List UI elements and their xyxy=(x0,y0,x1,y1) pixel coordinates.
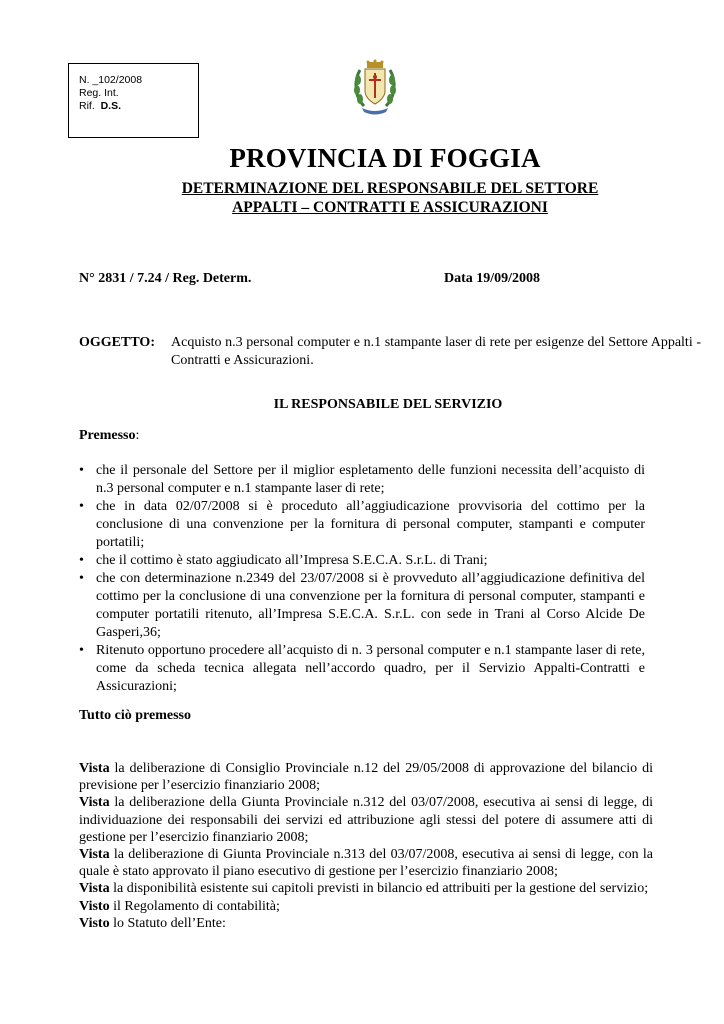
list-item: • che il personale del Settore per il miglior espletamento delle funzioni necessita dell’acquisto di n.3 personal computer e n.1 stampante laser di rete; xyxy=(79,463,645,496)
vista-paragraph: Vista la disponibilità esistente sui capitoli previsti in bilancio ed attribuiti per la gestione del servizio; xyxy=(79,881,649,897)
vista-paragraph: Vista la deliberazione della Giunta Provinciale n.312 del 03/07/2008, esecutiva ai sensi di legge, di individuazione dei responsabili dei servizi ed attribuzione agli stessi del potere di assumere atti di gestione per l’esercizio finanziario 2008; xyxy=(79,795,653,845)
reference-box xyxy=(68,63,199,138)
section-heading: IL RESPONSABILE DEL SERVIZIO xyxy=(273,397,503,412)
vista-paragraph: Visto il Regolamento di contabilità; xyxy=(79,898,280,914)
bullet-icon: • xyxy=(79,499,84,514)
premesso-label: Premesso: xyxy=(79,428,140,443)
ref-reg: Reg. Int. xyxy=(79,87,119,99)
premesso-bullet-list xyxy=(79,462,645,696)
determination-number: N° 2831 / 7.24 / Reg. Determ. xyxy=(79,271,252,286)
bullet-icon: • xyxy=(79,553,84,568)
subject-label: OGGETTO: xyxy=(79,335,155,350)
province-emblem-icon xyxy=(350,58,400,118)
list-item: • che in data 02/07/2008 si è proceduto all’aggiudicazione provvisoria del cottimo per la conclusione di una convenzione per la fornitura di personal computer, stampanti e computer portatili; xyxy=(79,499,645,550)
subtitle-line-2: APPALTI – CONTRATTI E ASSICURAZIONI xyxy=(232,199,548,216)
determination-date: Data 19/09/2008 xyxy=(444,271,541,286)
tutto-premesso: Tutto ciò premesso xyxy=(79,708,191,723)
bullet-icon: • xyxy=(79,571,84,586)
list-item: • Ritenuto opportuno procedere all’acquisto di n. 3 personal computer e n.1 stampante laser di rete, come da scheda tecnica allegata nell’accordo quadro, per il Servizio Appalti-Contratti e Assicurazioni; xyxy=(79,643,645,694)
vista-paragraph: Visto lo Statuto dell’Ente: xyxy=(79,915,226,931)
subject-text: Acquisto n.3 personal computer e n.1 stampante laser di rete per esigenze del Settore Appalti - Contratti e Assicurazioni. xyxy=(171,335,701,368)
vista-paragraph: Vista la deliberazione di Consiglio Provinciale n.12 del 29/05/2008 di approvazione del bilancio di previsione per l’esercizio finanziario 2008; xyxy=(79,761,653,794)
list-item: • che il cottimo è stato aggiudicato all’Impresa S.E.C.A. S.r.L. di Trani; xyxy=(79,553,488,568)
vista-paragraph: Vista la deliberazione di Giunta Provinciale n.313 del 03/07/2008, esecutiva ai sensi di legge, con la quale è stato approvato il piano esecutivo di gestione per l’esercizio finanziario 2008; xyxy=(79,847,653,880)
subject-block xyxy=(79,334,701,370)
bullet-icon: • xyxy=(79,463,84,478)
determination-line xyxy=(79,271,549,287)
list-item: • che con determinazione n.2349 del 23/07/2008 si è provveduto all’aggiudicazione definitiva del cottimo per la conclusione di una convenzione per la fornitura di personal computer, stampanti e computer portatili ritenuto, all’Impresa S.E.C.A. S.r.L. con sede in Trani al Corso Alcide De Gasperi,36; xyxy=(79,571,645,640)
bullet-icon: • xyxy=(79,643,84,658)
subtitle-line-1: DETERMINAZIONE DEL RESPONSABILE DEL SETTORE xyxy=(181,180,599,197)
page-title: PROVINCIA DI FOGGIA xyxy=(229,143,541,173)
ref-rif: Rif. D.S. xyxy=(79,100,122,112)
ref-number: N. _102/2008 xyxy=(79,74,143,86)
vista-paragraphs xyxy=(79,760,653,932)
